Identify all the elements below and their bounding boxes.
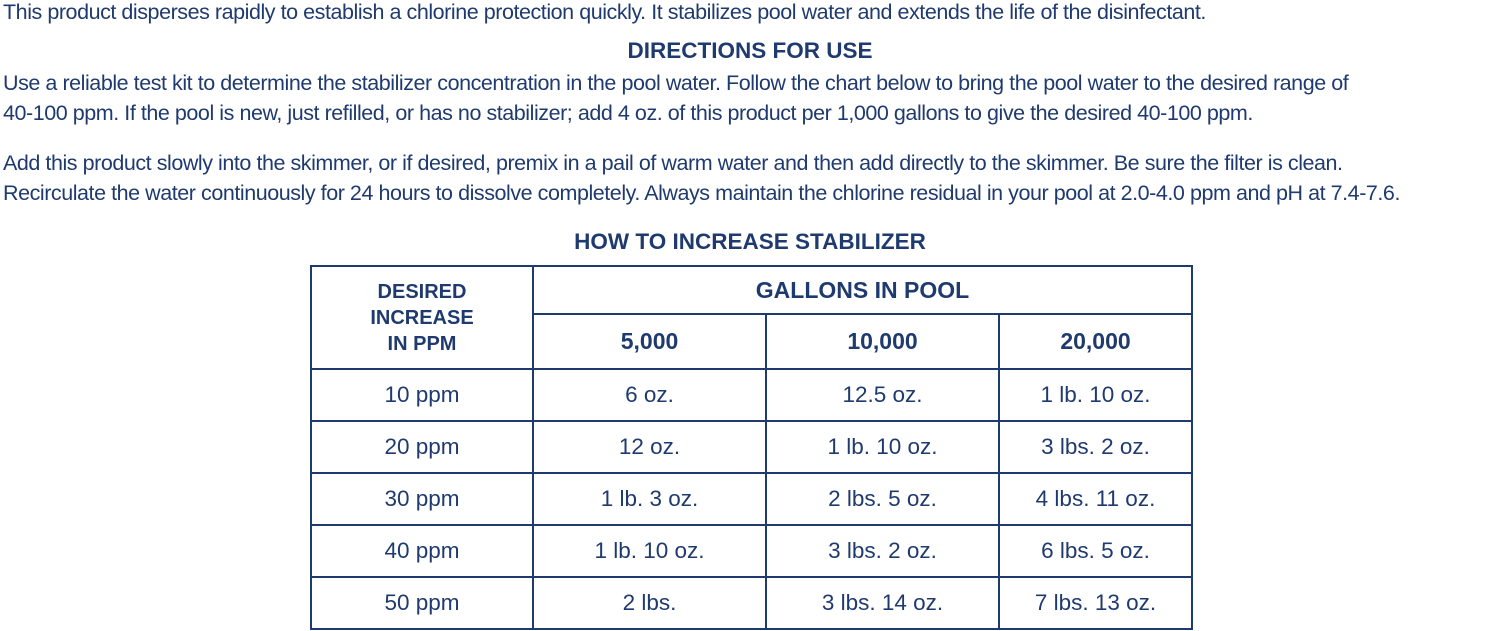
ppm-cell: 30 ppm (311, 473, 533, 525)
directions-paragraph-2-line-2: Recirculate the water continuously for 24 hours to dissolve completely. Always maintain the chlorine residual in your pool at 2.0-4.0 ppm and pH at 7.4-7.6. (3, 181, 1400, 205)
table-row (311, 577, 1192, 629)
amount-cell: 3 lbs. 2 oz. (999, 421, 1192, 473)
amount-cell: 4 lbs. 11 oz. (999, 473, 1192, 525)
ppm-cell: 40 ppm (311, 525, 533, 577)
amount-cell: 6 oz. (533, 369, 766, 421)
amount-cell: 12 oz. (533, 421, 766, 473)
amount-cell: 12.5 oz. (766, 369, 999, 421)
desired-increase-header (311, 266, 533, 369)
directions-paragraph-1-line-1: Use a reliable test kit to determine the stabilizer concentration in the pool water. Follow the chart below to bring the pool water to the desired range of (3, 71, 1349, 95)
amount-cell: 6 lbs. 5 oz. (999, 525, 1192, 577)
table-row (311, 421, 1192, 473)
amount-cell: 1 lb. 10 oz. (999, 369, 1192, 421)
intro-text: This product disperses rapidly to establish a chlorine protection quickly. It stabilizes pool water and extends the life of the disinfectant. (3, 0, 1206, 24)
gallons-in-pool-header: GALLONS IN POOL (533, 266, 1192, 314)
desired-header-line: DESIRED (377, 280, 467, 303)
table-title: HOW TO INCREASE STABILIZER (574, 229, 926, 254)
desired-header-line: IN PPM (387, 332, 457, 355)
amount-cell: 1 lb. 10 oz. (766, 421, 999, 473)
desired-header-line: INCREASE (370, 306, 474, 329)
amount-cell: 2 lbs. (533, 577, 766, 629)
directions-paragraph-1-line-2: 40-100 ppm. If the pool is new, just refilled, or has no stabilizer; add 4 oz. of this product per 1,000 gallons to give the desired 40-100 ppm. (3, 101, 1253, 125)
amount-cell: 1 lb. 10 oz. (533, 525, 766, 577)
ppm-cell: 50 ppm (311, 577, 533, 629)
stabilizer-table (310, 265, 1193, 630)
gallon-size-header: 20,000 (999, 314, 1192, 369)
ppm-cell: 10 ppm (311, 369, 533, 421)
amount-cell: 1 lb. 3 oz. (533, 473, 766, 525)
ppm-cell: 20 ppm (311, 421, 533, 473)
table-header-row (311, 266, 1192, 314)
amount-cell: 3 lbs. 14 oz. (766, 577, 999, 629)
table-row (311, 473, 1192, 525)
directions-heading: DIRECTIONS FOR USE (627, 38, 873, 63)
amount-cell: 3 lbs. 2 oz. (766, 525, 999, 577)
directions-paragraph-2-line-1: Add this product slowly into the skimmer, or if desired, premix in a pail of warm water and then add directly to the skimmer. Be sure the filter is clean. (3, 151, 1343, 175)
table-row (311, 525, 1192, 577)
gallon-size-header: 10,000 (766, 314, 999, 369)
amount-cell: 7 lbs. 13 oz. (999, 577, 1192, 629)
gallon-size-header: 5,000 (533, 314, 766, 369)
table-row (311, 369, 1192, 421)
amount-cell: 2 lbs. 5 oz. (766, 473, 999, 525)
